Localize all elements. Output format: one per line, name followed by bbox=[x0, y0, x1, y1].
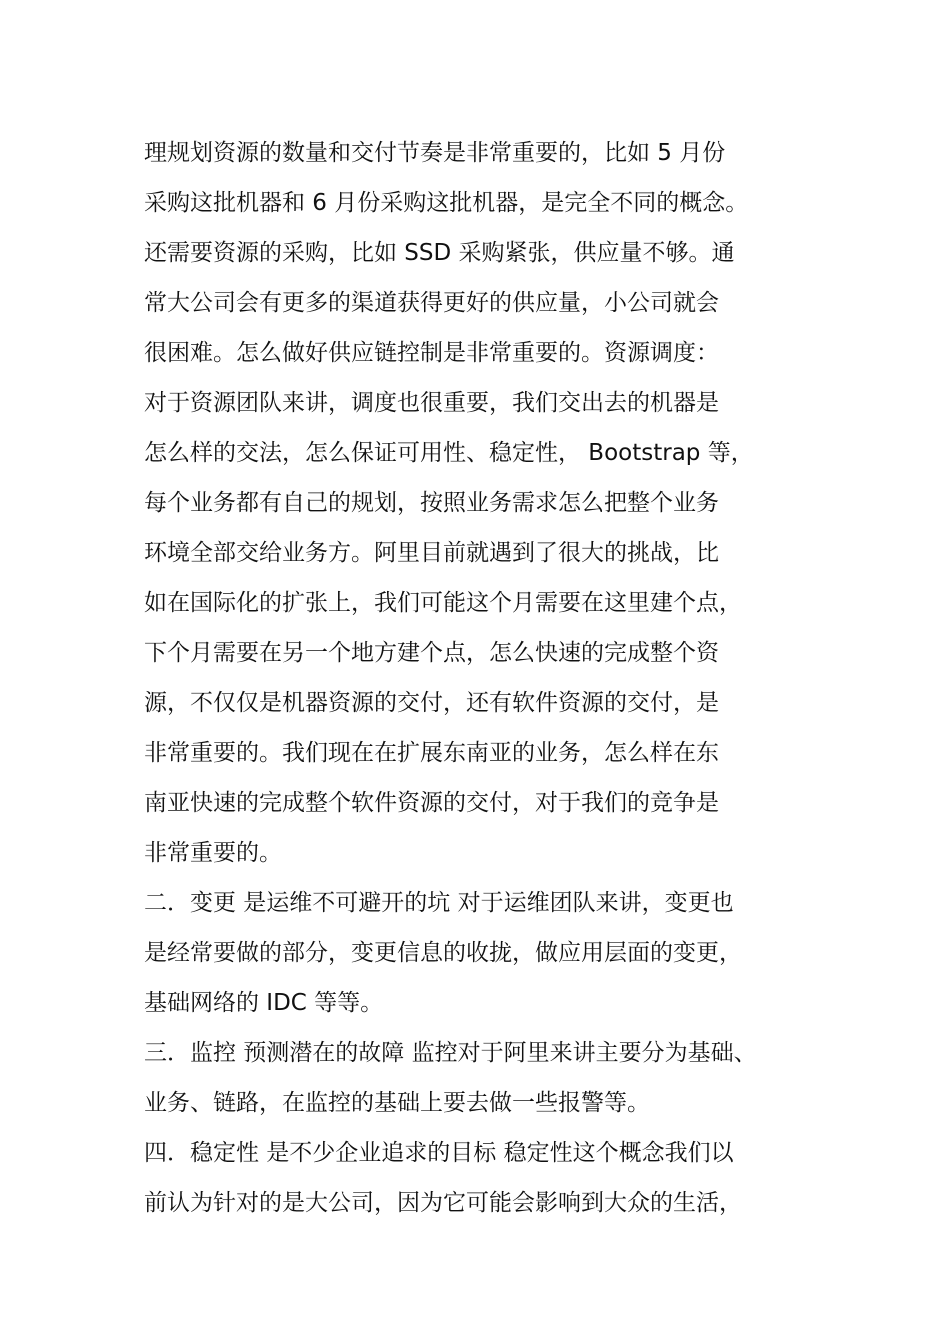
text-line: 环境全部交给业务方。阿里目前就遇到了很大的挑战，比 bbox=[144, 540, 719, 566]
text-line: 非常重要的。 bbox=[144, 840, 282, 866]
text-line: 源，不仅仅是机器资源的交付，还有软件资源的交付，是 bbox=[144, 690, 719, 716]
text-line: 前认为针对的是大公司，因为它可能会影响到大众的生活， bbox=[144, 1190, 742, 1216]
text-line: 业务、链路，在监控的基础上要去做一些报警等。 bbox=[144, 1090, 650, 1116]
text-line: 是经常要做的部分，变更信息的收拢，做应用层面的变更， bbox=[144, 940, 742, 966]
body-text bbox=[144, 128, 824, 1228]
text-line: 如在国际化的扩张上，我们可能这个月需要在这里建个点， bbox=[144, 590, 742, 616]
text-line: 理规划资源的数量和交付节奏是非常重要的，比如 5 月份 bbox=[144, 140, 726, 166]
text-line: 基础网络的 IDC 等等。 bbox=[144, 990, 384, 1016]
section-heading-line: 二．变更 是运维不可避开的坑 对于运维团队来讲，变更也 bbox=[144, 890, 734, 916]
text-line: 对于资源团队来讲，调度也很重要，我们交出去的机器是 bbox=[144, 390, 719, 416]
text-line: 南亚快速的完成整个软件资源的交付，对于我们的竞争是 bbox=[144, 790, 719, 816]
text-line: 很困难。怎么做好供应链控制是非常重要的。资源调度： bbox=[144, 340, 719, 366]
text-line: 每个业务都有自己的规划，按照业务需求怎么把整个业务 bbox=[144, 490, 719, 516]
section-heading-line: 三．监控 预测潜在的故障 监控对于阿里来讲主要分为基础、 bbox=[144, 1040, 757, 1066]
text-line: 非常重要的。我们现在在扩展东南亚的业务，怎么样在东 bbox=[144, 740, 719, 766]
text-line: 采购这批机器和 6 月份采购这批机器，是完全不同的概念。 bbox=[144, 190, 749, 216]
section-heading-line: 四．稳定性 是不少企业追求的目标 稳定性这个概念我们以 bbox=[144, 1140, 734, 1166]
text-line: 怎么样的交法，怎么保证可用性、稳定性， Bootstrap 等， bbox=[144, 440, 754, 466]
text-line: 下个月需要在另一个地方建个点，怎么快速的完成整个资 bbox=[144, 640, 719, 666]
text-line: 常大公司会有更多的渠道获得更好的供应量，小公司就会 bbox=[144, 290, 719, 316]
text-line: 还需要资源的采购，比如 SSD 采购紧张，供应量不够。通 bbox=[144, 240, 735, 266]
